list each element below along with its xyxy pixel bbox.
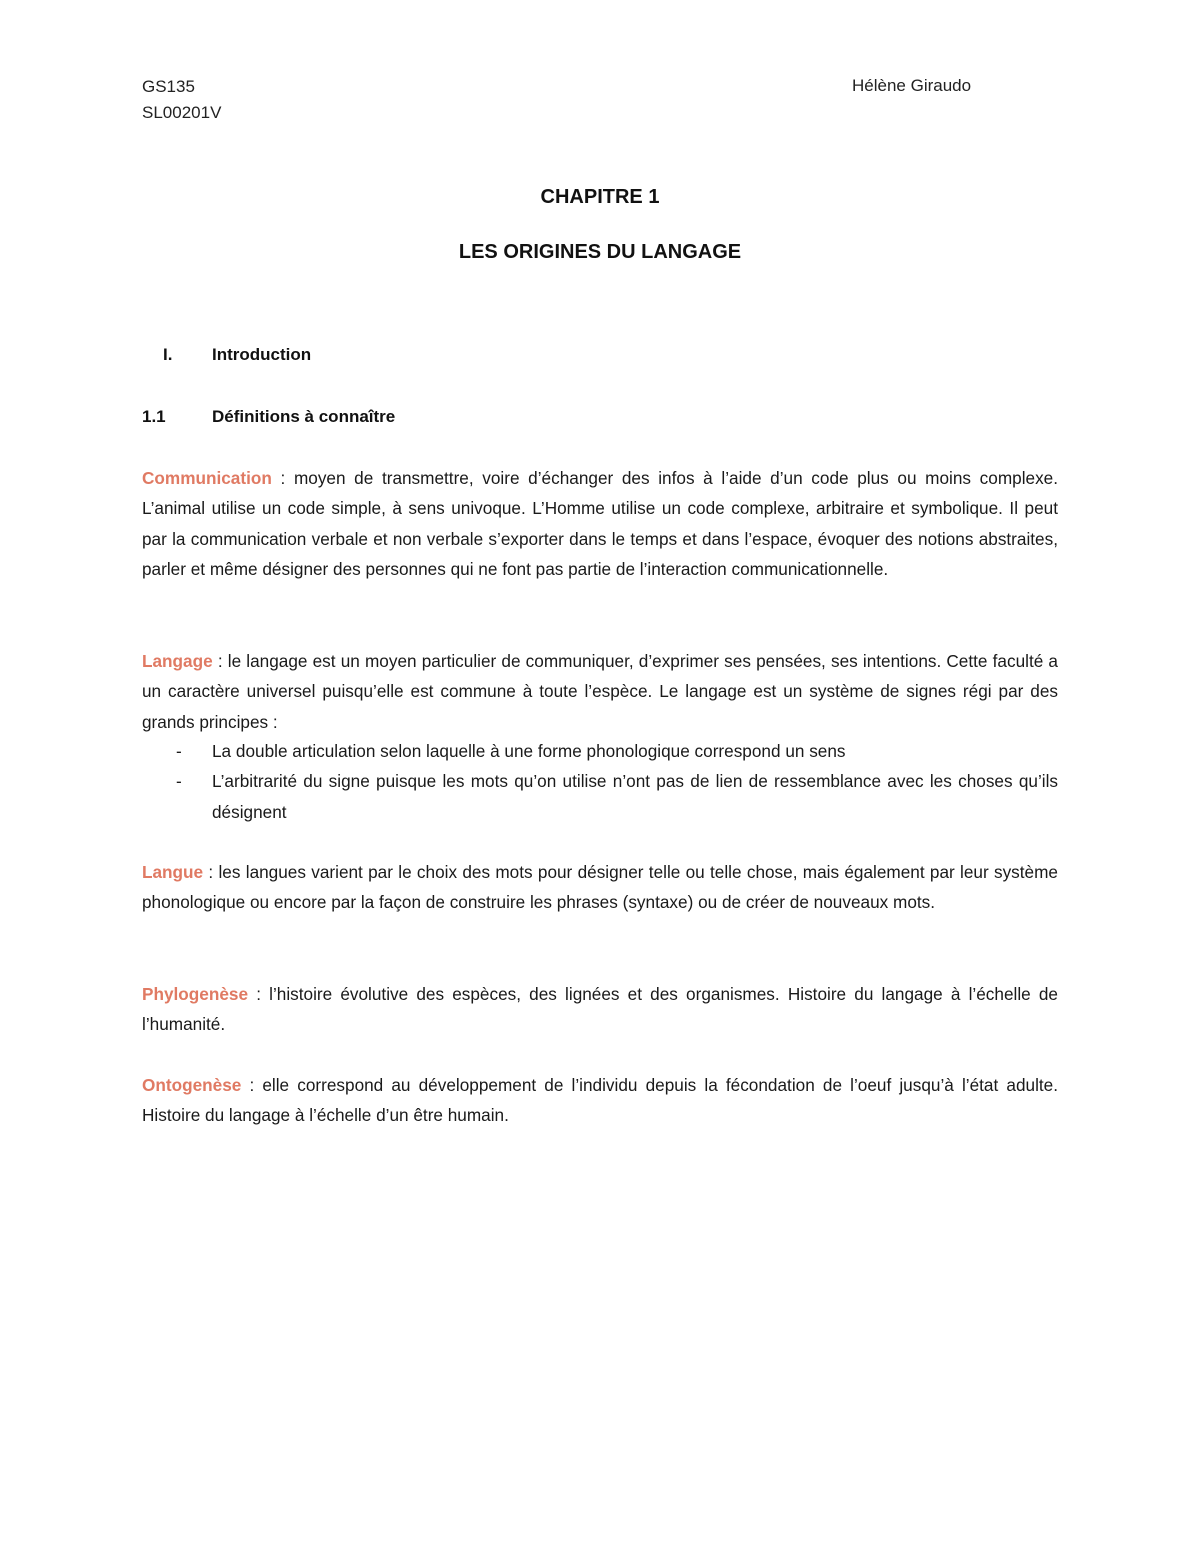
definition-text: : les langues varient par le choix des mots pour désigner telle ou telle chose, mais également par leur système phonologique ou encore par la façon de construire les phrases (syntaxe) ou de créer de nouveaux mots. bbox=[142, 862, 1058, 913]
bullet-marker: - bbox=[176, 741, 182, 761]
course-code: GS135 bbox=[142, 77, 195, 96]
list-item bbox=[142, 766, 1058, 827]
definition-phylogenese bbox=[142, 979, 1058, 1040]
term-communication: Communication bbox=[142, 468, 272, 488]
author-name: Hélène Giraudo bbox=[852, 76, 972, 95]
definition-langue bbox=[142, 857, 1058, 918]
chapter-subtitle: LES ORIGINES DU LANGAGE bbox=[458, 241, 742, 263]
definition-ontogenese bbox=[142, 1070, 1058, 1131]
course-header bbox=[142, 74, 221, 126]
term-phylogenese: Phylogenèse bbox=[142, 984, 249, 1004]
term-langage: Langage bbox=[142, 651, 213, 671]
section-heading-definitions bbox=[142, 407, 395, 427]
list-item-text: L’arbitrarité du signe puisque les mots qu’on utilise n’ont pas de lien de ressemblance avec les choses qu’ils désignent bbox=[212, 771, 1058, 822]
term-langue: Langue bbox=[142, 862, 204, 882]
definition-communication bbox=[142, 463, 1058, 585]
definition-langage bbox=[142, 646, 1058, 737]
section-number: 1.1 bbox=[142, 407, 166, 426]
section-label: Introduction bbox=[212, 345, 312, 364]
section-label: Définitions à connaître bbox=[212, 407, 396, 426]
definition-text: : l’histoire évolutive des espèces, des lignées et des organismes. Histoire du langage à l’échelle de l’humanité. bbox=[142, 984, 1058, 1035]
section-heading-intro bbox=[163, 345, 311, 365]
langage-principles-list bbox=[142, 736, 1058, 827]
chapter-title: CHAPITRE 1 bbox=[540, 186, 660, 208]
bullet-marker: - bbox=[176, 771, 182, 792]
section-number: I. bbox=[163, 345, 173, 364]
list-item-text: La double articulation selon laquelle à une forme phonologique correspond un sens bbox=[212, 741, 846, 761]
definition-text: : moyen de transmettre, voire d’échanger des infos à l’aide d’un code plus ou moins complexe. L’animal utilise un code simple, à sens univoque. L’Homme utilise un code complexe, arbitraire et symbolique. Il peut par la communication verbale et non verbale s’exporter dans le temps et dans l’espace, évoquer des notions abstraites, parler et même désigner des personnes qui ne font pas partie de l’interaction communicationnelle. bbox=[142, 468, 1058, 580]
definition-text: : le langage est un moyen particulier de communiquer, d’exprimer ses pensées, ses intentions. Cette faculté a un caractère universel puisqu’elle est commune à toute l’espèce. Le langage est un système de signes régi par des grands principes : bbox=[142, 651, 1058, 732]
course-id: SL00201V bbox=[142, 103, 222, 122]
definition-text: : elle correspond au développement de l’individu depuis la fécondation de l’oeuf jusqu’à l’état adulte. Histoire du langage à l’échelle d’un être humain. bbox=[142, 1075, 1058, 1126]
term-ontogenese: Ontogenèse bbox=[142, 1075, 242, 1095]
list-item bbox=[142, 736, 1058, 766]
